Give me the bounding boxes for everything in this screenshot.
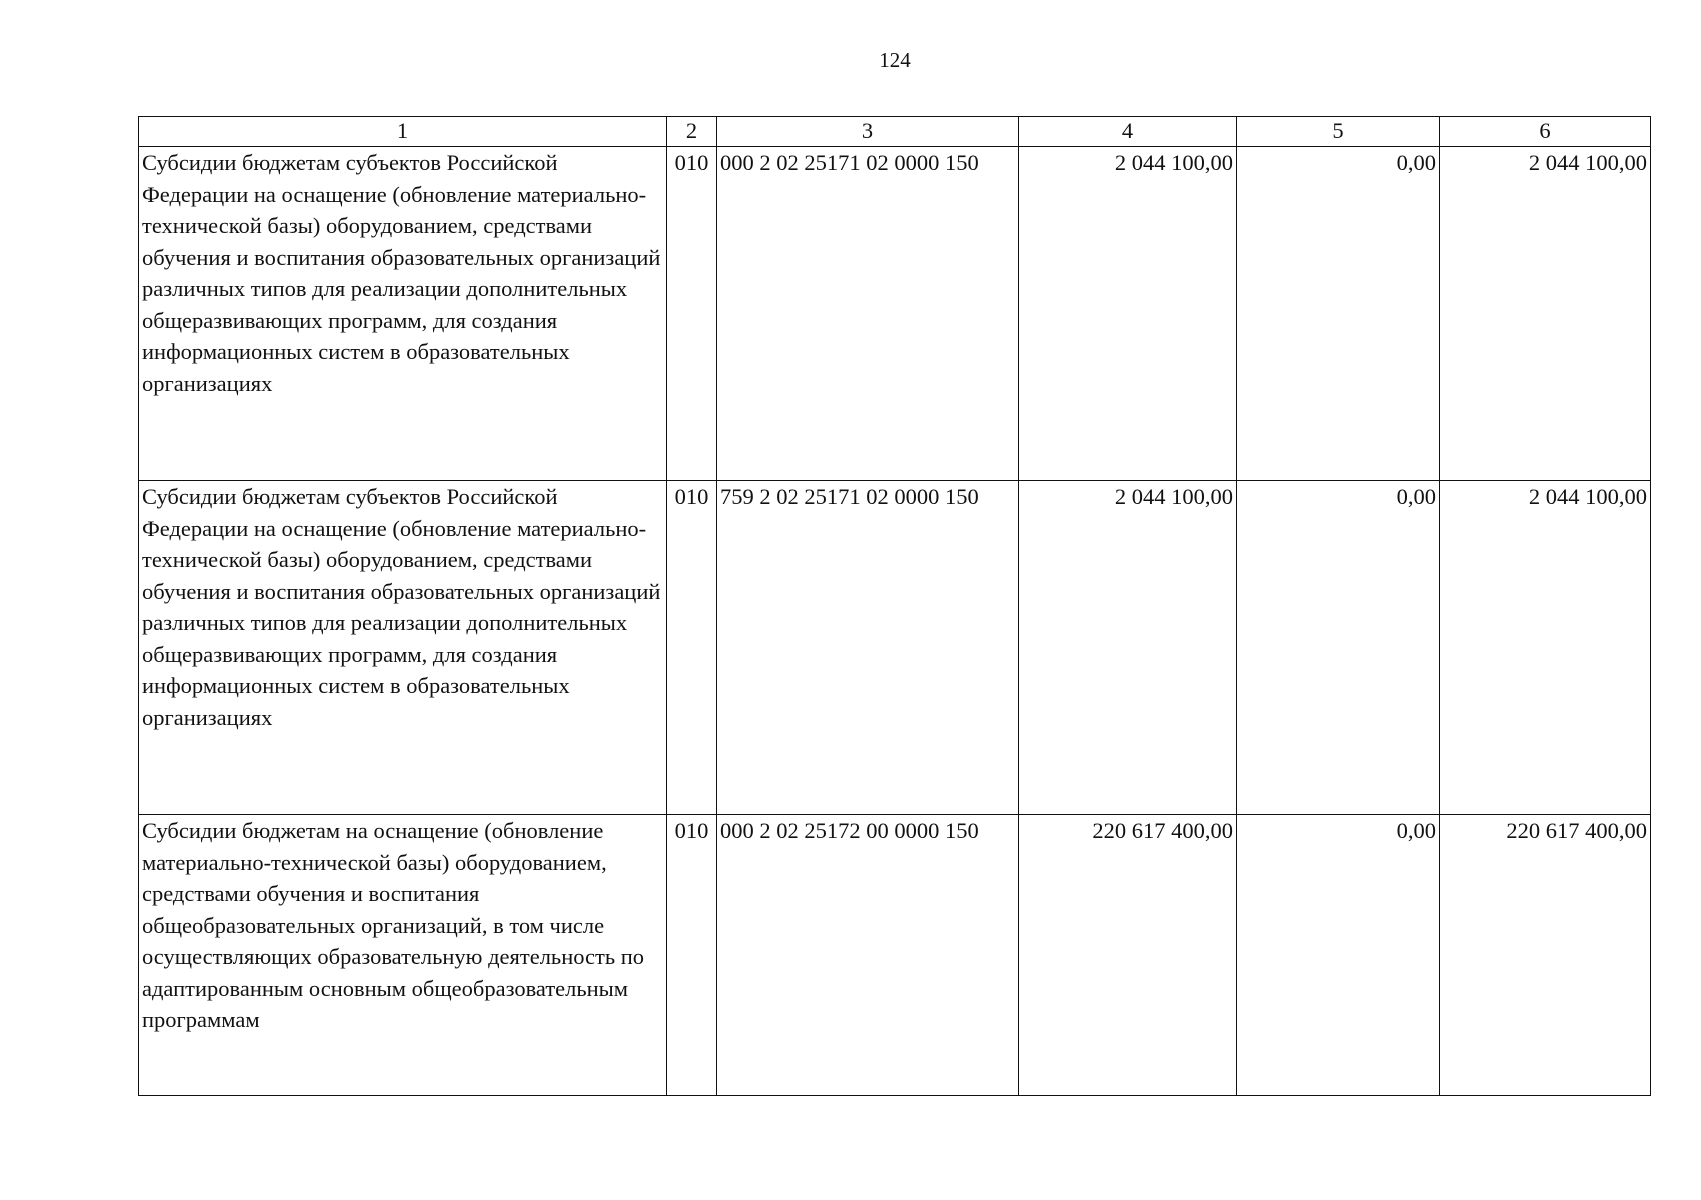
column-header-5: 5 — [1237, 117, 1440, 147]
page-number: 124 — [879, 48, 911, 72]
row-code: 010 — [667, 147, 717, 481]
row-col4: 2 044 100,00 — [1019, 481, 1237, 815]
column-header-2: 2 — [667, 117, 717, 147]
column-header-6: 6 — [1440, 117, 1651, 147]
row-col6: 2 044 100,00 — [1440, 481, 1651, 815]
row-col5: 0,00 — [1237, 147, 1440, 481]
row-col6: 2 044 100,00 — [1440, 147, 1651, 481]
table-row — [139, 147, 1651, 481]
row-name: Субсидии бюджетам на оснащение (обновление материально-технической базы) оборудованием, средствами обучения и воспитания общеобразовательных организаций, в том числе осуществляющих образовательную деятельность по адаптированным основным общеобразовательным программам — [139, 815, 667, 1096]
row-col5: 0,00 — [1237, 815, 1440, 1096]
row-kbk: 759 2 02 25171 02 0000 150 — [717, 481, 1019, 815]
column-header-1: 1 — [139, 117, 667, 147]
row-col5: 0,00 — [1237, 481, 1440, 815]
row-kbk: 000 2 02 25171 02 0000 150 — [717, 147, 1019, 481]
row-name: Субсидии бюджетам субъектов Российской Федерации на оснащение (обновление материально-технической базы) оборудованием, средствами обучения и воспитания образовательных организаций различных типов для реализации дополнительных общеразвивающих программ, для создания информационных систем в образовательных организациях — [139, 481, 667, 815]
table-row — [139, 815, 1651, 1096]
budget-table — [138, 116, 1651, 1096]
row-kbk: 000 2 02 25172 00 0000 150 — [717, 815, 1019, 1096]
row-col4: 220 617 400,00 — [1019, 815, 1237, 1096]
table-row — [139, 481, 1651, 815]
row-code: 010 — [667, 481, 717, 815]
column-header-4: 4 — [1019, 117, 1237, 147]
column-header-3: 3 — [717, 117, 1019, 147]
row-code: 010 — [667, 815, 717, 1096]
table-header-row — [139, 117, 1651, 147]
row-name: Субсидии бюджетам субъектов Российской Федерации на оснащение (обновление материально-технической базы) оборудованием, средствами обучения и воспитания образовательных организаций различных типов для реализации дополнительных общеразвивающих программ, для создания информационных систем в образовательных организациях — [139, 147, 667, 481]
row-col6: 220 617 400,00 — [1440, 815, 1651, 1096]
row-col4: 2 044 100,00 — [1019, 147, 1237, 481]
